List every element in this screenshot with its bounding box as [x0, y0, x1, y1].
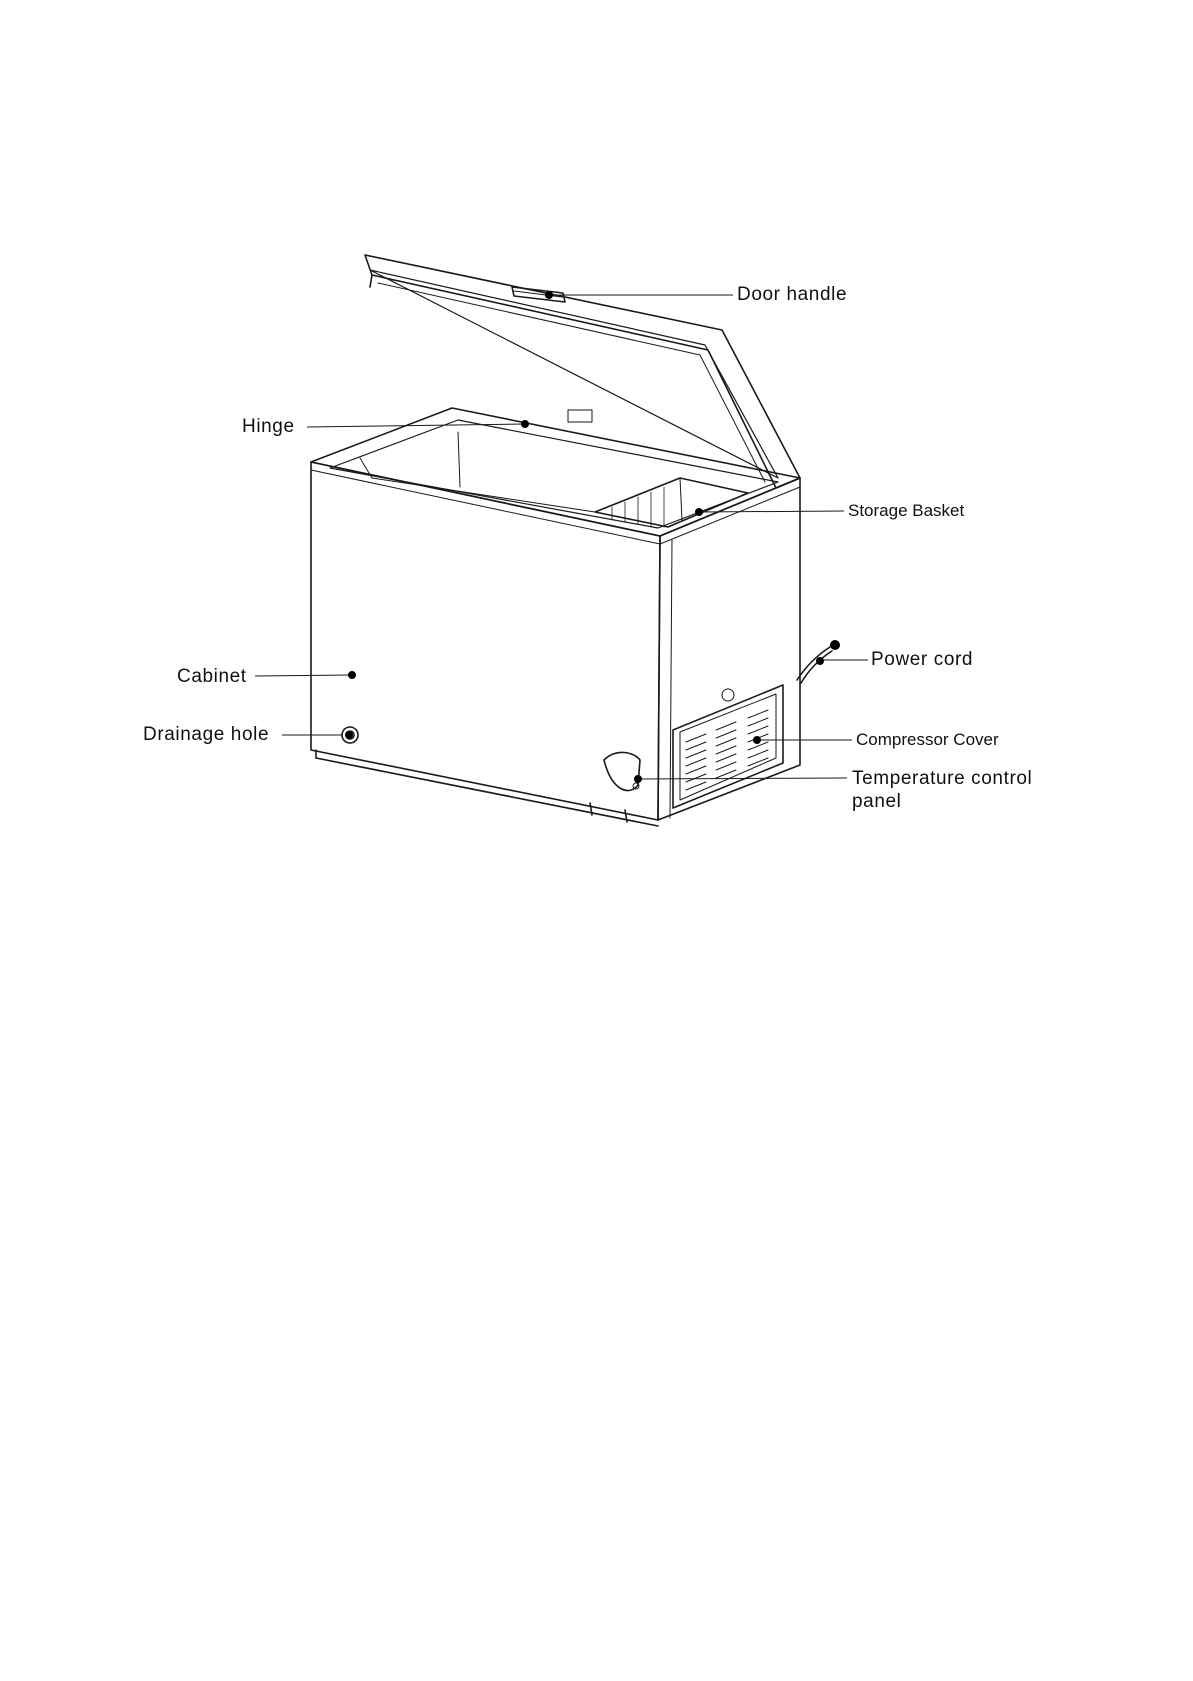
dot-drainage-hole	[345, 731, 353, 739]
freezer-lid	[365, 255, 800, 488]
power-cord-shape	[797, 647, 832, 683]
dot-door-handle	[545, 291, 553, 299]
plug-head	[830, 640, 840, 650]
label-drainage-hole: Drainage hole	[143, 724, 270, 745]
label-cabinet: Cabinet	[177, 666, 247, 687]
storage-basket-shape	[595, 478, 748, 527]
compressor-grille	[673, 685, 783, 808]
label-compressor-cover: Compressor Cover	[856, 730, 999, 749]
dot-storage-basket	[695, 508, 703, 516]
dot-cabinet	[348, 671, 356, 679]
label-door-handle: Door handle	[737, 284, 848, 305]
temperature-control-knob	[604, 752, 640, 790]
leader-temperature-control	[638, 778, 847, 779]
label-temperature-control-line2: panel	[852, 791, 902, 812]
label-hinge: Hinge	[242, 416, 295, 437]
dot-hinge	[521, 420, 529, 428]
leader-dots	[345, 291, 840, 783]
label-power-cord: Power cord	[871, 649, 974, 670]
dot-compressor-cover	[753, 736, 761, 744]
label-storage-basket: Storage Basket	[848, 501, 965, 520]
cabinet-body	[311, 462, 800, 826]
leader-cabinet	[255, 675, 352, 676]
dot-power-cord	[816, 657, 824, 665]
label-temperature-control-line1: Temperature control	[852, 768, 1033, 789]
dot-temperature-control	[634, 775, 642, 783]
